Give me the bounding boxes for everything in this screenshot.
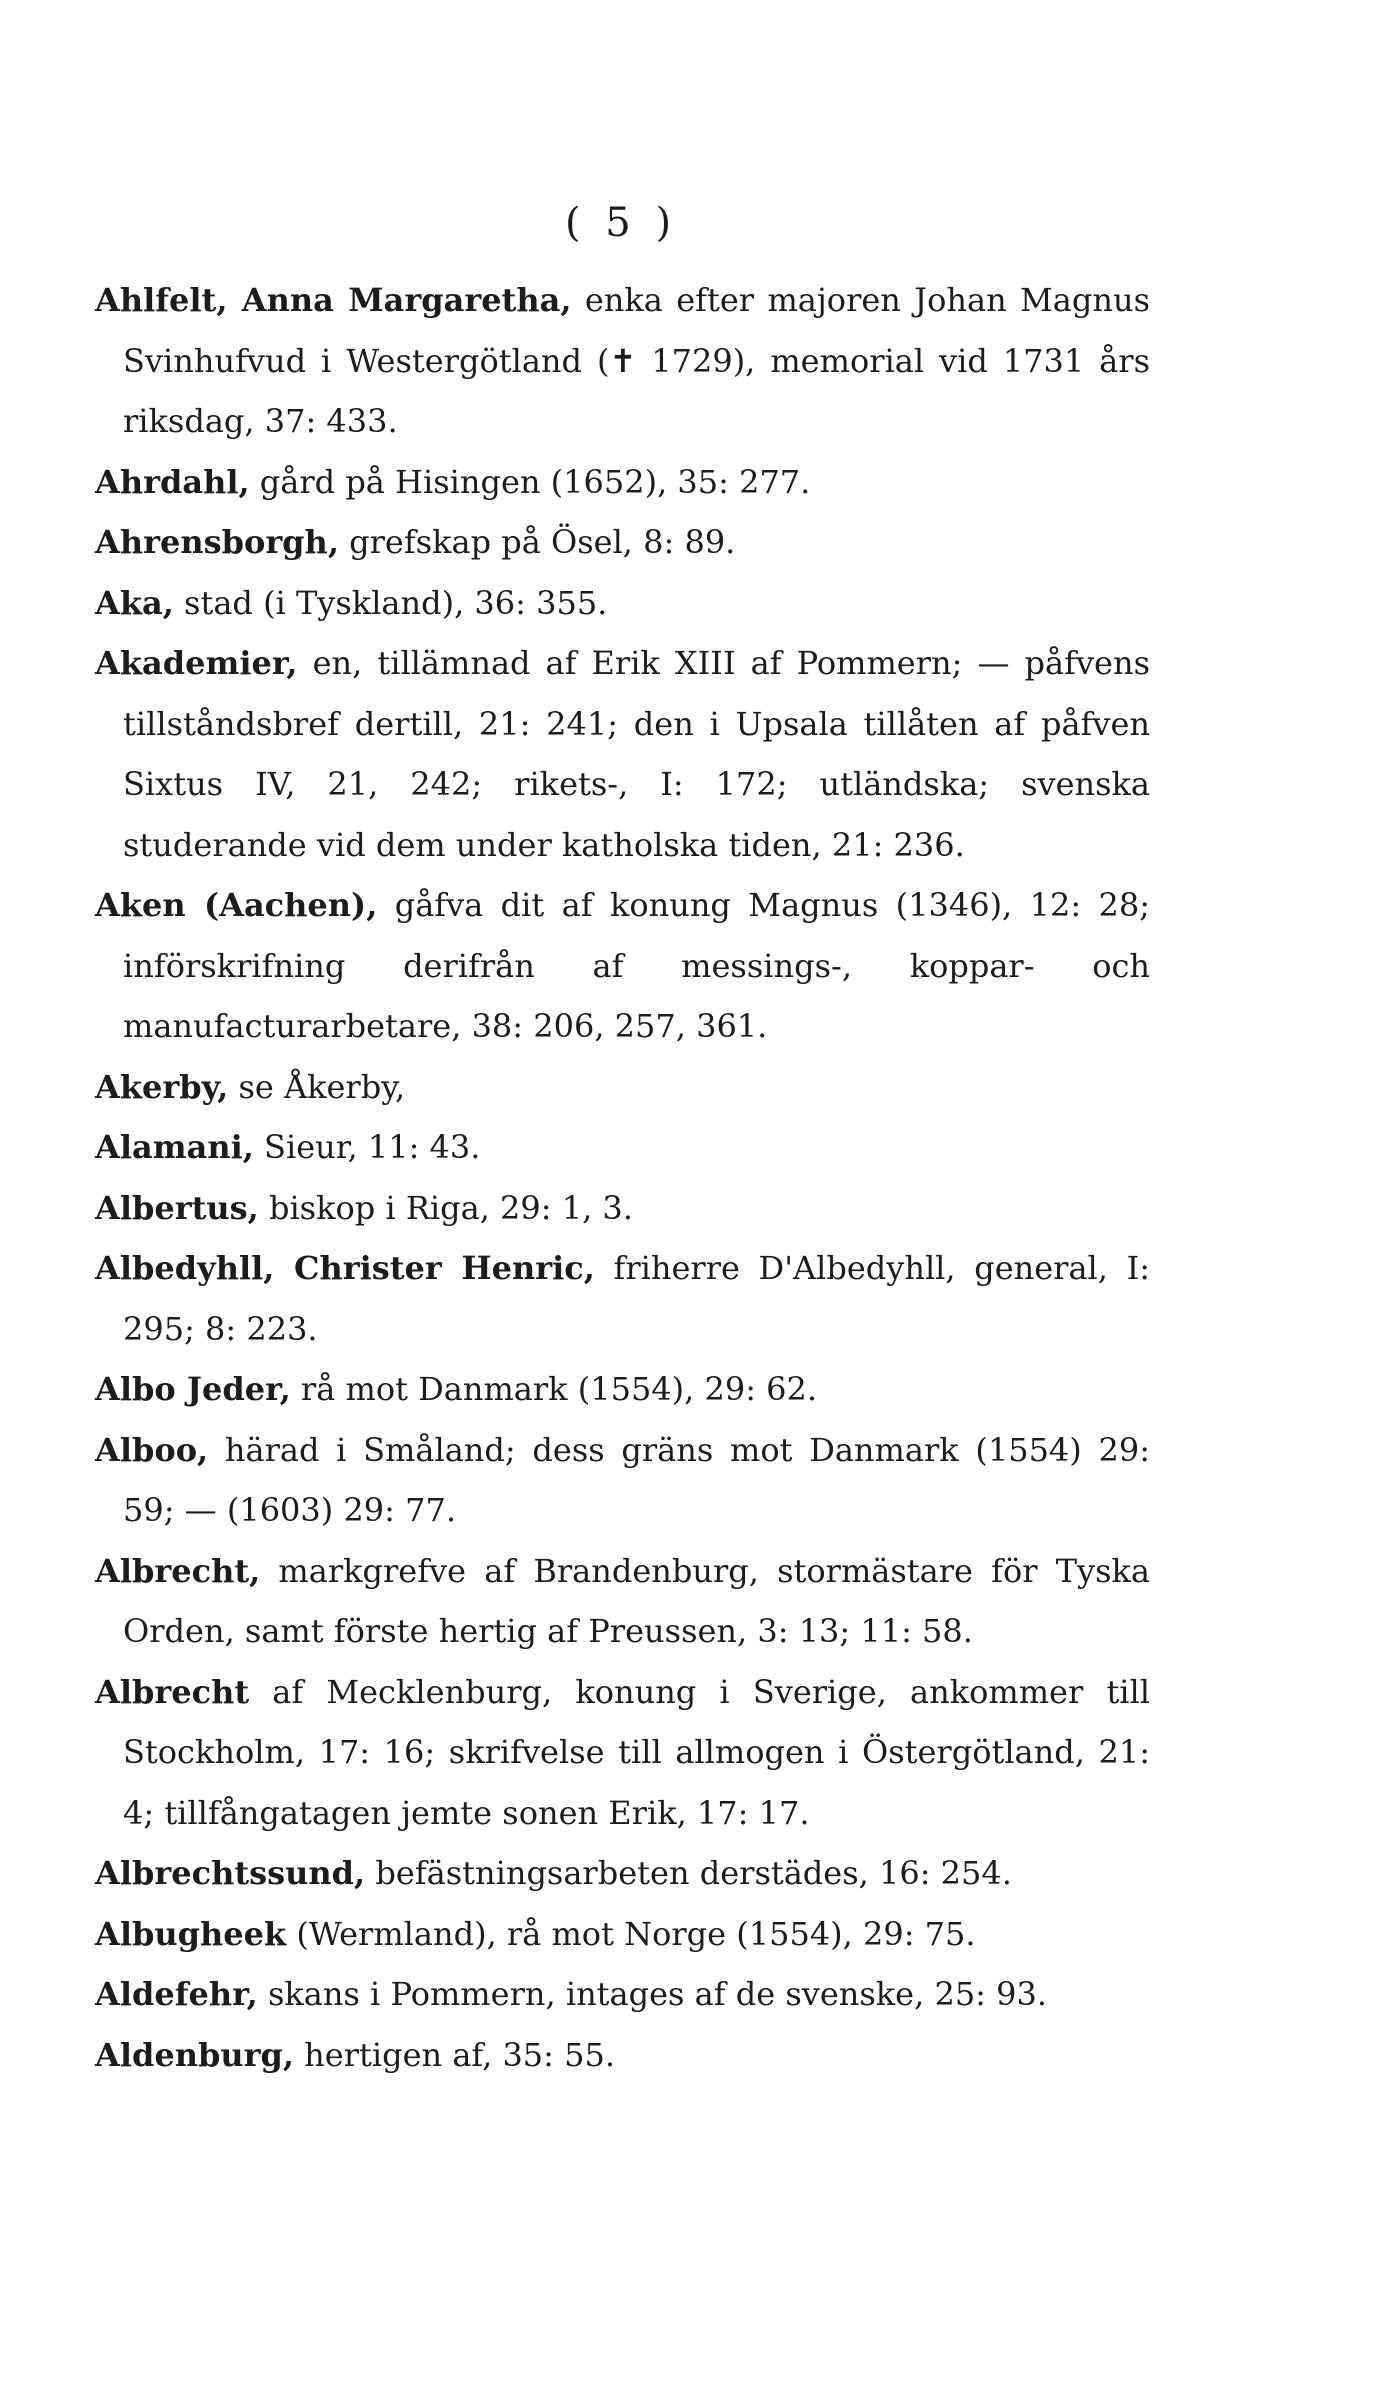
entry-text: härad i Småland; dess gräns mot Danmark (1554) 29: 59; — (1603) 29: 77. xyxy=(123,1430,1150,1529)
page-number: ( 5 ) xyxy=(564,200,678,246)
entry-headword: Alboo, xyxy=(95,1430,209,1469)
entry-text: markgrefve af Brandenburg, stormästare för Tyska Orden, samt förste hertig af Preussen, 3: 13; 11: 58. xyxy=(123,1551,1150,1650)
entry-headword: Aka, xyxy=(95,583,174,622)
entry-text: se Åkerby, xyxy=(228,1067,406,1106)
entry-headword: Aldenburg, xyxy=(95,2035,294,2074)
entry-text: gård på Hisingen (1652), 35: 277. xyxy=(249,462,811,501)
index-entry xyxy=(95,1117,1150,1178)
entry-text: (Wermland), rå mot Norge (1554), 29: 75. xyxy=(286,1914,976,1953)
index-entry xyxy=(95,1359,1150,1420)
entry-headword: Albo Jeder, xyxy=(95,1370,291,1408)
index-entry xyxy=(95,1541,1150,1662)
entry-headword: Akerby, xyxy=(95,1067,229,1106)
index-entry xyxy=(95,1057,1150,1118)
entry-text: friherre D'Albedyhll, general, I: 295; 8: 223. xyxy=(123,1249,1151,1348)
entry-text: gåfva dit af konung Magnus (1346), 12: 28; införskrifning derifrån af messings-, koppar- och manufacturarbetare, 38: 206, 257, 361. xyxy=(123,886,1151,1045)
index-entry xyxy=(95,1178,1150,1239)
index-entry xyxy=(95,452,1150,513)
index-entry xyxy=(95,1843,1150,1904)
entry-text: hertigen af, 35: 55. xyxy=(294,2035,615,2074)
entry-headword: Albedyhll, Christer Henric, xyxy=(95,1249,595,1287)
entry-text: grefskap på Ösel, 8: 89. xyxy=(338,523,736,561)
index-entries xyxy=(95,270,1150,2085)
entry-headword: Ahrensborgh, xyxy=(95,523,339,561)
entry-headword: Akademier, xyxy=(95,644,298,682)
entry-headword: Aken (Aachen), xyxy=(95,886,378,924)
entry-headword: Albrecht, xyxy=(95,1551,261,1590)
entry-text: af Mecklenburg, konung i Sverige, ankommer till Stockholm, 17: 16; skrifvelse till allmogen i Östergötland, 21: 4; tillfångatagen jemte sonen Erik, 17: 17. xyxy=(123,1672,1150,1832)
index-entry xyxy=(95,633,1150,875)
entry-headword: Ahrdahl, xyxy=(95,462,250,501)
entry-text: stad (i Tyskland), 36: 355. xyxy=(173,583,608,622)
entry-headword: Albrecht xyxy=(95,1672,250,1711)
entry-text: befästningsarbeten derstädes, 16: 254. xyxy=(365,1854,1012,1892)
entry-headword: Albertus, xyxy=(95,1188,259,1227)
index-entry xyxy=(95,875,1150,1057)
index-entry xyxy=(95,1904,1150,1965)
index-entry xyxy=(95,1964,1150,2025)
entry-text: skans i Pommern, intages af de svenske, 25: 93. xyxy=(257,1975,1048,2013)
entry-headword: Aldefehr, xyxy=(95,1975,258,2013)
index-entry xyxy=(95,512,1150,573)
entry-text: rå mot Danmark (1554), 29: 62. xyxy=(290,1370,818,1408)
index-entry xyxy=(95,1420,1150,1541)
entry-headword: Alamani, xyxy=(95,1128,254,1166)
entry-text: enka efter majoren Johan Magnus Svinhufvud i Westergötland (✝ 1729), memorial vid 1731 års riksdag, 37: 433. xyxy=(123,281,1151,440)
index-entry xyxy=(95,573,1150,634)
entry-text: biskop i Riga, 29: 1, 3. xyxy=(258,1188,633,1227)
index-entry xyxy=(95,2025,1150,2086)
entry-headword: Albrechtssund, xyxy=(95,1854,366,1892)
entry-headword: Ahlfelt, Anna Margaretha, xyxy=(95,281,572,319)
entry-headword: Albugheek xyxy=(95,1914,287,1953)
entry-text: Sieur, 11: 43. xyxy=(253,1128,481,1166)
index-entry xyxy=(95,1238,1150,1359)
index-entry xyxy=(95,1662,1150,1844)
index-entry xyxy=(95,270,1150,452)
entry-text: en, tillämnad af Erik XIII af Pommern; — påfvens tillståndsbref dertill, 21: 241; den i Upsala tillåten af påfven Sixtus IV, 21, 242; rikets-, I: 172; utländska; svenska studerande vid dem under katholska tiden, 21: 236. xyxy=(123,644,1150,864)
